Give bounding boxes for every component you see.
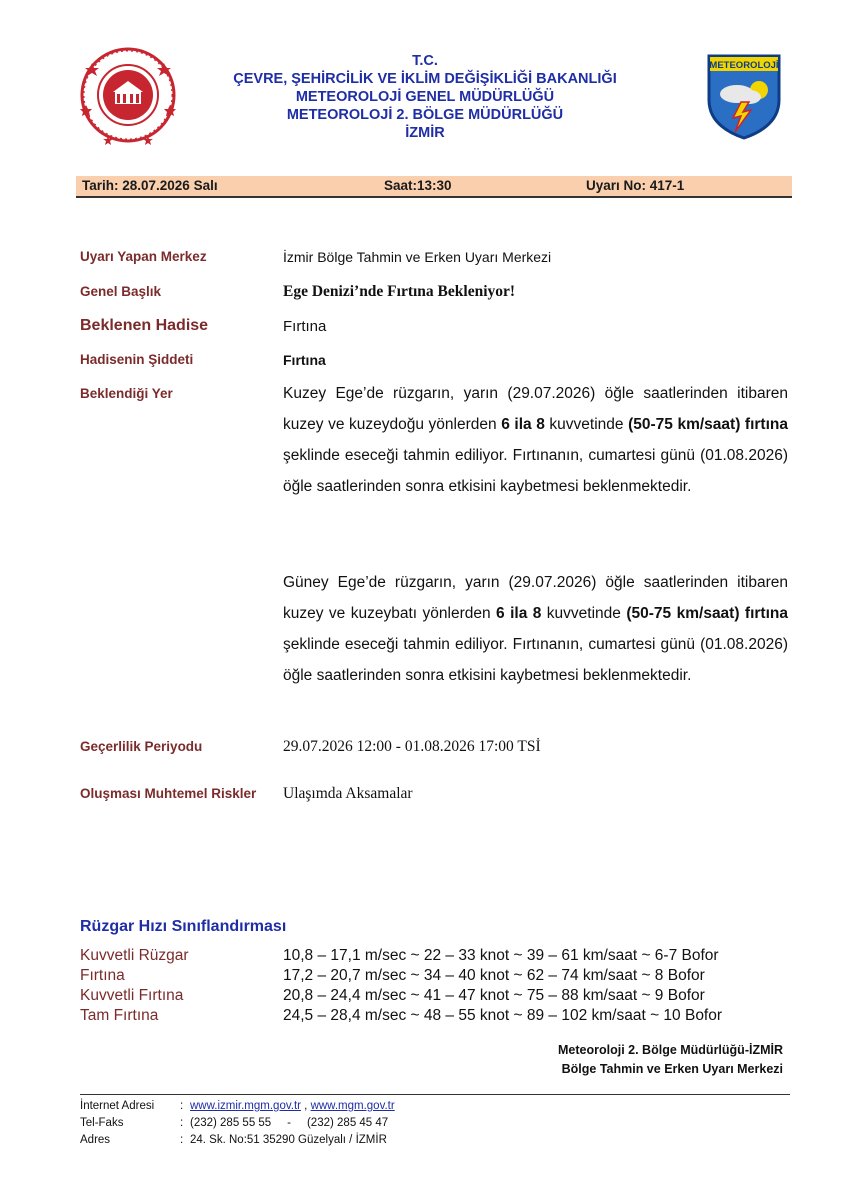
event-label-text: Beklenen Hadise: [80, 317, 209, 334]
classification-name: Fırtına: [80, 967, 125, 984]
event-label: [80, 317, 208, 335]
risks-label: Oluşması Muhtemel Riskler: [80, 786, 257, 801]
issue-date: Tarih: 28.07.2026 Salı: [82, 178, 218, 193]
para1-line4: cumartesi günü (01.08.2026) öğle saatlerinden sonra etkisini: [283, 447, 788, 495]
internet-label: İnternet Adresi: [80, 1100, 155, 1112]
classification-speeds: 20,8 – 24,4 m/sec ~ 41 – 47 knot ~ 75 – 88 km/saat ~ 9 Bofor: [283, 987, 705, 1004]
para1-line1: Kuzey Ege’de rüzgarın, yarın (29.07.2026) öğle saatlerinden: [283, 385, 728, 402]
para2-line5: kaybetmesi beklenmektedir.: [500, 667, 692, 684]
validity-value: 29.07.2026 12:00 - 01.08.2026 17:00 TSİ: [283, 738, 541, 755]
north-aegean-paragraph: [283, 378, 788, 502]
document-header: [230, 52, 620, 142]
internet-colon: :: [180, 1100, 184, 1112]
headline-label: Genel Başlık: [80, 284, 162, 299]
issue-time: Saat:13:30: [384, 178, 452, 193]
warning-number: Uyarı No: 417-1: [586, 178, 685, 193]
signature-line-2: Bölge Tahmin ve Erken Uyarı Merkezi: [561, 1062, 783, 1076]
classification-speeds: 10,8 – 17,1 m/sec ~ 22 – 33 knot ~ 39 – 61 km/saat ~ 6-7 Bofor: [283, 947, 719, 964]
classification-name: Kuvvetli Fırtına: [80, 987, 184, 1004]
para1-line5: kaybetmesi beklenmektedir.: [500, 478, 692, 495]
classification-speeds: 17,2 – 20,7 m/sec ~ 34 – 40 knot ~ 62 – 74 km/saat ~ 8 Bofor: [283, 967, 705, 984]
telfax-value: (232) 285 55 55 - (232) 285 45 47: [190, 1117, 389, 1129]
event-value: Fırtına: [283, 318, 327, 335]
signature-line-1: Meteoroloji 2. Bölge Müdürlüğü-İZMİR: [558, 1043, 783, 1057]
address-colon: :: [180, 1134, 184, 1146]
para2-speed-end: km/saat) fırtına: [676, 605, 788, 622]
para1-line2c: kuvvetinde: [544, 416, 629, 433]
para2-line2c: kuvvetinde: [541, 605, 627, 622]
validity-label: Geçerlilik Periyodu: [80, 739, 203, 754]
para1-speed-end: km/saat) fırtına: [677, 416, 788, 433]
header-line-city: İZMİR: [405, 125, 445, 141]
wind-classification-title: Rüzgar Hızı Sınıflandırması: [80, 918, 287, 935]
para2-speed-start: (50-75: [626, 605, 672, 622]
header-line-regional-directorate: METEOROLOJİ 2. BÖLGE MÜDÜRLÜĞÜ: [286, 107, 564, 123]
address-value: 24. Sk. No:51 35290 Güzelyalı / İZMİR: [190, 1134, 387, 1146]
severity-value: Fırtına: [283, 352, 326, 368]
para1-line3b: şeklinde eseceği tahmin ediliyor. Fırtınanın,: [283, 447, 584, 464]
info-bar: [76, 176, 792, 198]
classification-name: Tam Fırtına: [80, 1007, 159, 1024]
link-separator: ,: [300, 1100, 311, 1112]
footer-divider: [80, 1094, 790, 1095]
telfax-label: Tel-Faks: [80, 1117, 124, 1129]
para2-line4: cumartesi günü (01.08.2026) öğle saatlerinden sonra etkisini: [283, 636, 788, 684]
para1-line2a: itibaren kuzey ve kuzeydoğu yönlerden: [283, 385, 788, 433]
para1-force: 6 ila 8: [501, 416, 545, 433]
risks-value: Ulaşımda Aksamalar: [283, 785, 413, 802]
para2-line3b: şeklinde eseceği tahmin ediliyor. Fırtınanın,: [283, 636, 584, 653]
para2-line2a: itibaren kuzey ve kuzeybatı yönlerden: [283, 574, 789, 622]
classification-name: Kuvvetli Rüzgar: [80, 947, 189, 964]
headline-value: Ege Denizi’nde Fırtına Bekleniyor!: [283, 283, 516, 300]
telfax-colon: :: [180, 1117, 184, 1129]
ministry-seal-logo: [78, 45, 178, 145]
para2-line1: Güney Ege’de rüzgarın, yarın (29.07.2026) öğle saatlerinden: [283, 574, 729, 591]
header-line-general-directorate: METEOROLOJİ GENEL MÜDÜRLÜĞÜ: [295, 89, 555, 105]
mgm-link[interactable]: www.mgm.gov.tr: [310, 1100, 395, 1112]
place-label: Beklendiği Yer: [80, 386, 173, 401]
header-line-tc: T.C.: [412, 53, 438, 69]
south-aegean-paragraph: [283, 567, 788, 691]
center-value: İzmir Bölge Tahmin ve Erken Uyarı Merkezi: [283, 249, 552, 265]
internet-links: [190, 1100, 395, 1112]
izmir-mgm-link[interactable]: www.izmir.mgm.gov.tr: [190, 1100, 301, 1112]
header-line-ministry: ÇEVRE, ŞEHİRCİLİK VE İKLİM DEĞİŞİKLİĞİ BAKANLIĞI: [233, 71, 617, 87]
severity-label: Hadisenin Şiddeti: [80, 352, 194, 367]
classification-speeds: 24,5 – 28,4 m/sec ~ 48 – 55 knot ~ 89 – 102 km/saat ~ 10 Bofor: [283, 1007, 723, 1024]
para2-force: 6 ila 8: [496, 605, 542, 622]
meteoroloji-logo: [705, 52, 783, 140]
address-label: Adres: [80, 1134, 111, 1146]
meteoroloji-logo-text: METEOROLOJİ: [709, 60, 779, 71]
para1-speed-start: (50-75: [628, 416, 673, 433]
center-label: Uyarı Yapan Merkez: [80, 249, 207, 264]
